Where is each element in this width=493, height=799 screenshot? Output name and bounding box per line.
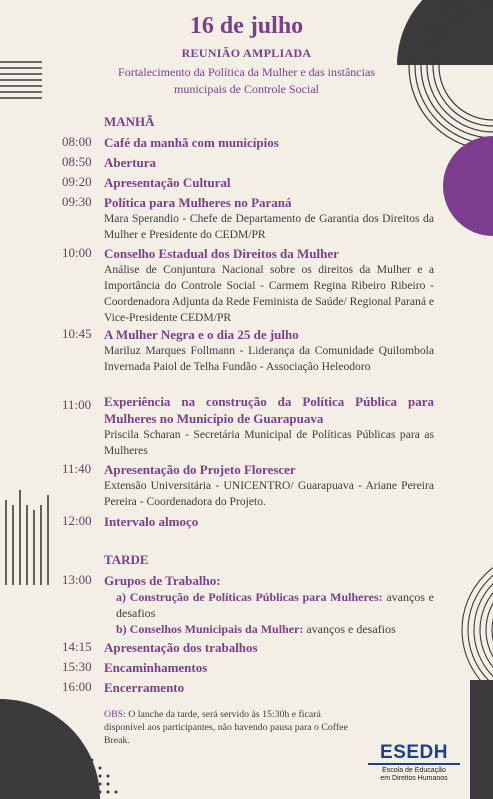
event-topic-line1: Fortalecimento da Política da Mulher e das instâncias xyxy=(118,65,375,79)
agenda-title: Abertura xyxy=(104,155,156,170)
agenda-time: 08:00 xyxy=(62,134,92,149)
agenda-time: 09:30 xyxy=(62,194,92,209)
esedh-logo xyxy=(368,744,460,783)
agenda-item xyxy=(62,154,434,171)
agenda-time: 16:00 xyxy=(62,679,92,694)
agenda-description: Mara Sperandio - Chefe de Departamento de Garantia dos Direitos da Mulher e Presidente do CEDM/PR xyxy=(104,212,434,241)
agenda-item xyxy=(62,174,434,191)
agenda-title: Apresentação Cultural xyxy=(104,175,231,190)
agenda-description: Mariluz Marques Follmann - Liderança da Comunidade Quilombola Invernada Paiol de Telha Fundão - Associação Heleodoro xyxy=(104,344,434,373)
observation-text: O lanche da tarde, será servido às 15:30h e ficará disponível aos participantes, não havendo pausa para o Coffee Break. xyxy=(104,709,348,746)
agenda-title: A Mulher Negra e o dia 25 de julho xyxy=(104,327,299,342)
agenda-title: Café da manhã com municípios xyxy=(104,135,279,150)
agenda-description: Extensão Universitária - UNICENTRO/ Guarapuava - Ariane Pereira Pereira - Coordenadora do Projeto. xyxy=(104,479,434,508)
agenda-item xyxy=(62,461,434,510)
agenda-item xyxy=(62,513,434,530)
logo-line1: Escola de Educação xyxy=(382,767,446,774)
agenda-item xyxy=(62,679,434,696)
agenda-time: 09:20 xyxy=(62,174,92,189)
agenda-item xyxy=(62,245,434,326)
agenda-time: 11:00 xyxy=(62,397,92,412)
agenda-time: 13:00 xyxy=(62,572,92,587)
logo-underline xyxy=(368,763,460,765)
event-topic-line2: municipais de Controle Social xyxy=(174,82,319,96)
agenda-item xyxy=(62,572,434,637)
agenda-title: Apresentação dos trabalhos xyxy=(104,640,258,655)
agenda-title: Intervalo almoço xyxy=(104,514,199,529)
work-group-b-desc: avanços e desafios xyxy=(306,622,396,636)
agenda-item xyxy=(62,659,434,676)
agenda-time: 08:50 xyxy=(62,154,92,169)
agenda-title: Grupos de Trabalho: xyxy=(104,573,221,588)
agenda-item xyxy=(62,639,434,656)
event-topic xyxy=(0,64,493,98)
agenda-time: 14:15 xyxy=(62,639,92,654)
agenda-time: 15:30 xyxy=(62,659,92,674)
work-group-a-desc: avanços e desafios xyxy=(116,590,434,620)
agenda-title: Apresentação do Projeto Florescer xyxy=(104,462,296,477)
agenda-description: Priscila Scharan - Secretária Municipal de Políticas Públicas para as Mulheres xyxy=(104,428,434,457)
event-subtitle: REUNIÃO AMPLIADA xyxy=(181,46,312,60)
agenda-title: Encaminhamentos xyxy=(104,660,208,675)
section-morning: MANHÃ xyxy=(104,114,155,129)
agenda-time: 10:00 xyxy=(62,245,92,260)
header xyxy=(0,12,493,98)
work-group-a-title: a) Construção de Políticas Públicas para Mulheres: xyxy=(116,590,383,604)
agenda-title: Experiência na construção da Política Pública para Mulheres no Município de Guarapuava xyxy=(104,394,434,426)
agenda-item xyxy=(62,134,434,151)
logo-name: ESEDH xyxy=(380,742,448,763)
work-group-b xyxy=(116,621,434,637)
work-group-a xyxy=(116,589,434,621)
agenda-item xyxy=(62,393,434,459)
observation-note xyxy=(104,708,352,747)
logo-line2: em Direitos Humanos xyxy=(380,775,448,782)
event-date: 16 de julho xyxy=(189,13,304,39)
agenda-title: Conselho Estadual dos Direitos da Mulher xyxy=(104,246,339,261)
agenda-description: Análise de Conjuntura Nacional sobre os direitos da Mulher e a Importância do Controle Social - Carmem Regina Ribeiro Ribeiro - Coordenadora Adjunta da Rede Feminista de Saúde/ Regional Paraná e Vice-Presidente CEDM/PR xyxy=(104,263,435,324)
agenda-title: Encerramento xyxy=(104,680,185,695)
section-afternoon: TARDE xyxy=(104,552,149,567)
agenda-time: 12:00 xyxy=(62,513,92,528)
work-group-b-title: b) Conselhos Municipais da Mulher: xyxy=(116,622,304,636)
observation-label: OBS: xyxy=(104,709,126,720)
agenda-item xyxy=(62,194,434,243)
agenda-title: Política para Mulheres no Paraná xyxy=(104,195,292,210)
agenda-time: 11:40 xyxy=(62,461,92,476)
agenda-item xyxy=(62,326,434,375)
agenda-time: 10:45 xyxy=(62,326,92,341)
